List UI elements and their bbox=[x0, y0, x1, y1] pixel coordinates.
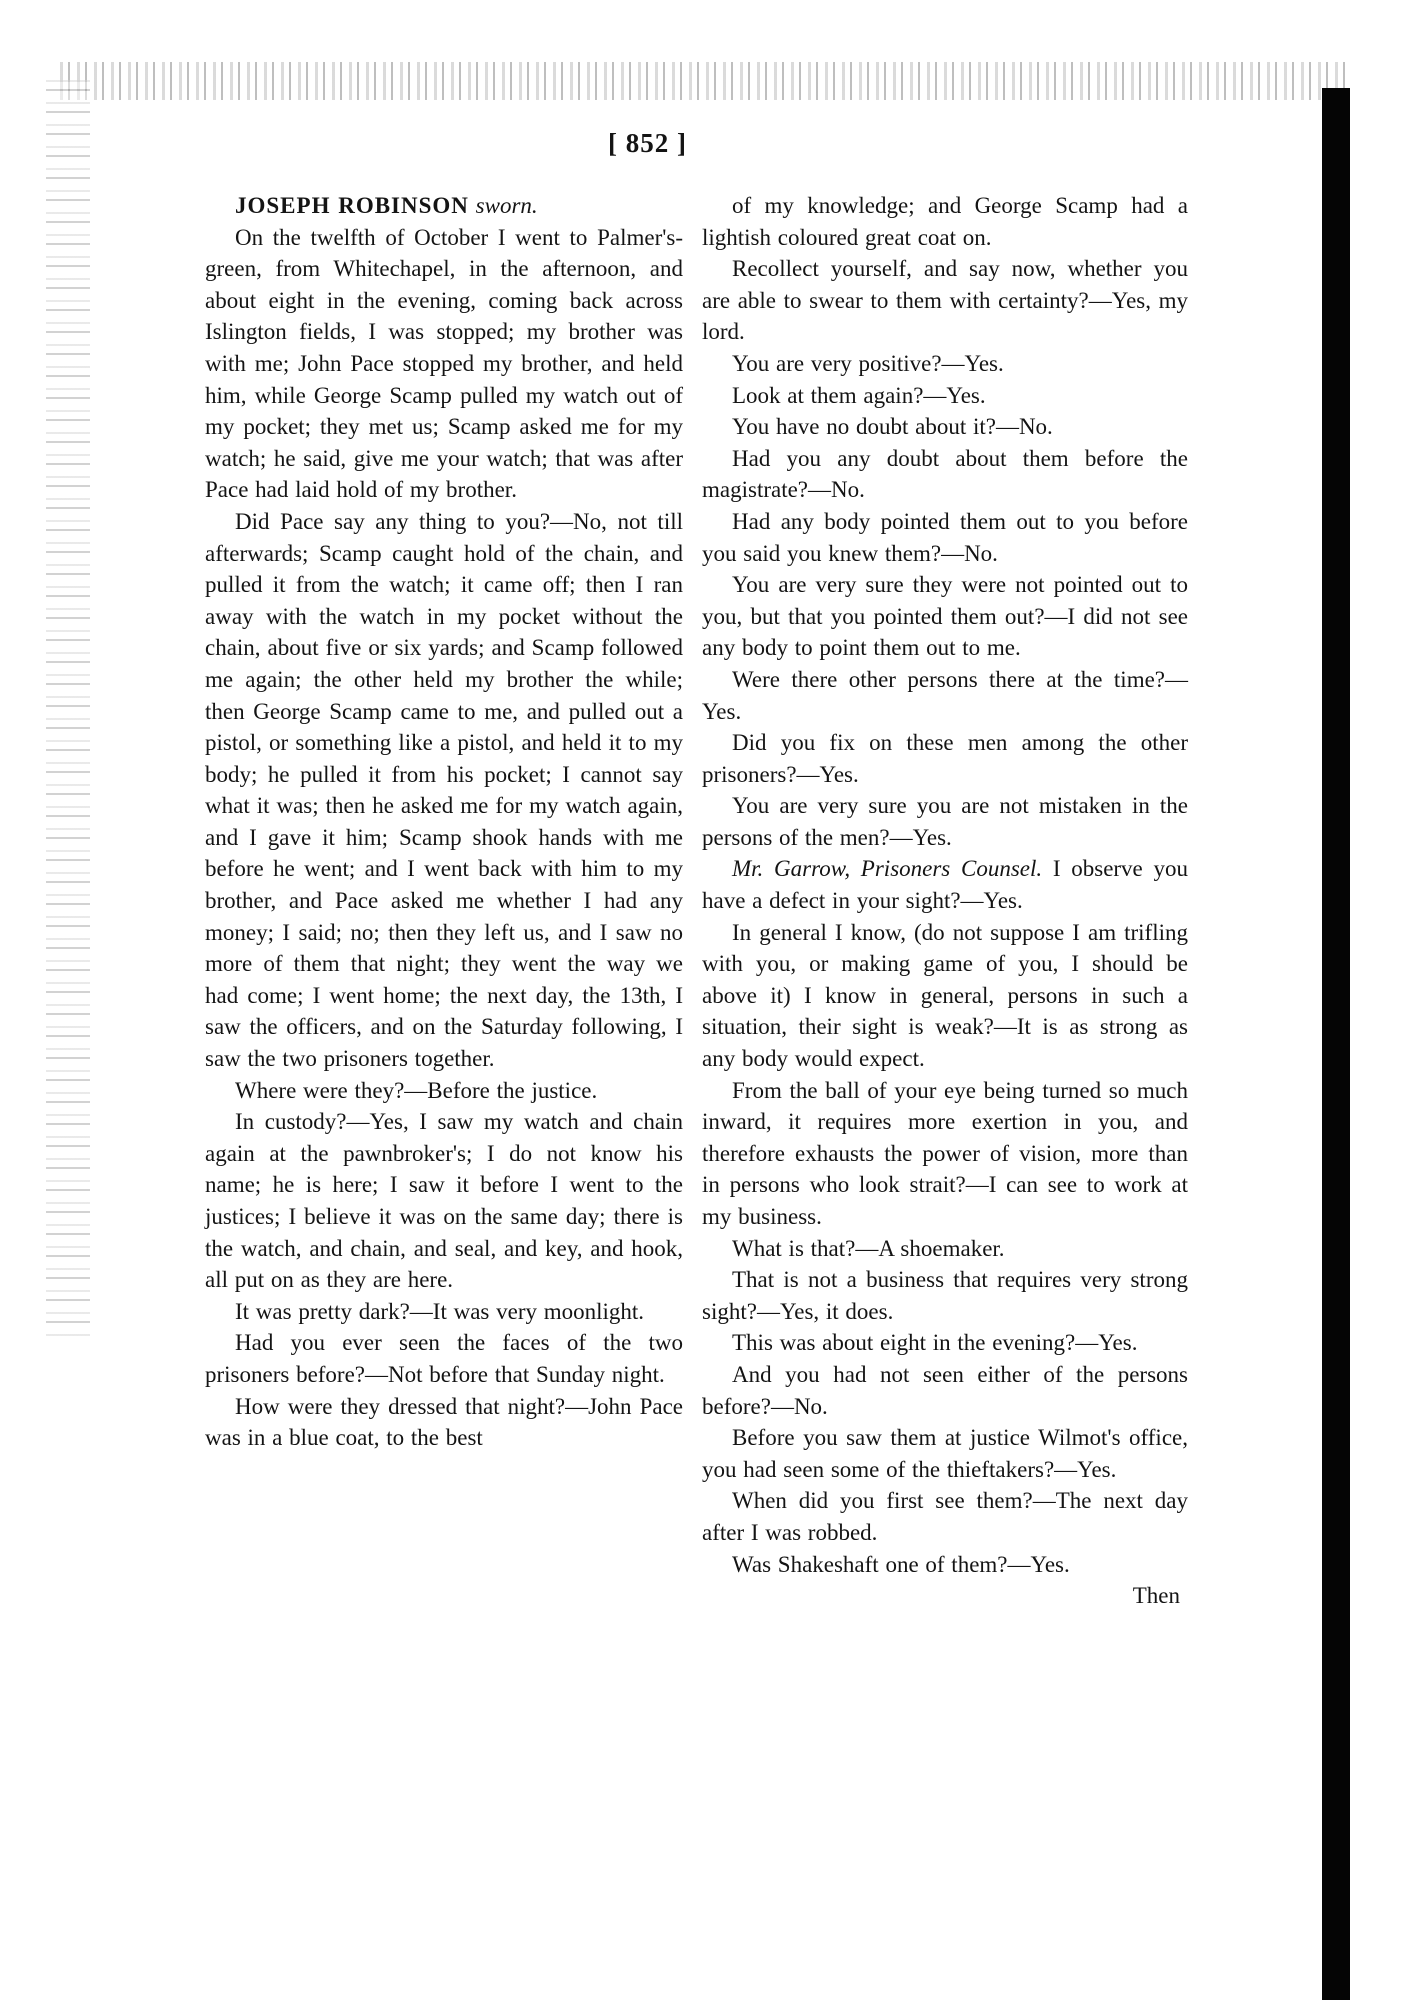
testimony-paragraph: In general I know, (do not suppose I am trifling with you, or making game of you, I should be above it) I know in general, persons in such a situation, their sight is weak?—It is as strong as any body would expect. bbox=[702, 919, 1188, 1072]
counsel-name: Mr. Garrow, Prisoners Counsel. bbox=[732, 856, 1043, 882]
testimony-paragraph: You are very sure you are not mistaken in the persons of the men?—Yes. bbox=[702, 793, 1188, 850]
testimony-paragraph: When did you first see them?—The next day after I was robbed. bbox=[702, 1488, 1188, 1545]
testimony-paragraph: You are very positive?—Yes. bbox=[732, 350, 1004, 376]
left-column bbox=[205, 190, 683, 1454]
testimony-paragraph: You are very sure they were not pointed out to you, but that you pointed them out?—I did not see any body to point them out to me. bbox=[702, 572, 1188, 661]
right-column bbox=[702, 190, 1188, 1612]
page-number: [ 852 ] bbox=[608, 128, 687, 158]
scan-edge-left bbox=[46, 80, 90, 1340]
testimony-paragraph: You have no doubt about it?—No. bbox=[732, 414, 1053, 440]
testimony-paragraph: Had you ever seen the faces of the two prisoners before?—Not before that Sunday night. bbox=[205, 1330, 683, 1387]
testimony-paragraph: In custody?—Yes, I saw my watch and chain again at the pawnbroker's; I do not know his name; he is here; I saw it before I went to the justices; I believe it was on the same day; there is the watch, and chain, and seal, and key, and hook, all put on as they are here. bbox=[205, 1109, 683, 1293]
testimony-paragraph: Recollect yourself, and say now, whether you are able to swear to them with certainty?—Yes, my lord. bbox=[702, 256, 1188, 345]
counsel-paragraph bbox=[702, 853, 1188, 916]
testimony-paragraph: Before you saw them at justice Wilmot's office, you had seen some of the thieftakers?—Yes. bbox=[702, 1425, 1188, 1482]
testimony-paragraph: Where were they?—Before the justice. bbox=[235, 1077, 598, 1103]
testimony-paragraph: Were there other persons there at the time?—Yes. bbox=[702, 666, 1188, 724]
catchword: Then bbox=[1132, 1583, 1180, 1609]
witness-heading bbox=[205, 190, 683, 222]
scan-binding-edge bbox=[1322, 88, 1350, 2000]
scan-edge-top bbox=[60, 62, 1350, 100]
witness-sworn: sworn. bbox=[475, 193, 538, 218]
testimony-paragraph: And you had not seen either of the persons before?—No. bbox=[702, 1361, 1188, 1419]
testimony-paragraph: Was Shakeshaft one of them?—Yes. bbox=[732, 1551, 1070, 1577]
testimony-paragraph: of my knowledge; and George Scamp had a lightish coloured great coat on. bbox=[702, 193, 1188, 250]
testimony-paragraph: That is not a business that requires very strong sight?—Yes, it does. bbox=[702, 1267, 1188, 1324]
testimony-paragraph: Look at them again?—Yes. bbox=[732, 382, 986, 408]
testimony-paragraph: It was pretty dark?—It was very moonlight. bbox=[235, 1298, 645, 1324]
testimony-paragraph: Had you any doubt about them before the magistrate?—No. bbox=[702, 445, 1188, 503]
testimony-paragraph: What is that?—A shoemaker. bbox=[732, 1235, 1005, 1261]
counsel-question: I observe you have a defect in your sight?—Yes. bbox=[702, 856, 1188, 914]
testimony-paragraph: This was about eight in the evening?—Yes. bbox=[732, 1330, 1138, 1356]
testimony-paragraph: From the ball of your eye being turned so much inward, it requires more exertion in you, and therefore exhausts the power of vision, more than in persons who look strait?—I can see to work at my business. bbox=[702, 1077, 1188, 1229]
testimony-paragraph: Had any body pointed them out to you before you said you knew them?—No. bbox=[702, 508, 1188, 566]
testimony-paragraph: Did you fix on these men among the other prisoners?—Yes. bbox=[702, 730, 1188, 787]
testimony-paragraph: Did Pace say any thing to you?—No, not till afterwards; Scamp caught hold of the chain, and pulled it from the watch; it came off; then I ran away with the watch in my pocket without the chain, about five or six yards; and Scamp followed me again; the other held my brother the while; then George Scamp came to me, and pulled out a pistol, or something like a pistol, and held it to my body; he pulled it from his pocket; I cannot say what it was; then he asked me for my watch again, and I gave it him; Scamp shook hands with me before he went; and I went back with him to my brother, and Pace asked me whether I had any money; I said; no; then they left us, and I saw no more of them that night; they went the way we had come; I went home; the next day, the 13th, I saw the officers, and on the Saturday following, I saw the two prisoners together. bbox=[205, 508, 683, 1072]
testimony-paragraph: On the twelfth of October I went to Palmer's-green, from Whitechapel, in the afternoon, and about eight in the evening, coming back across Islington fields, I was stopped; my brother was with me; John Pace stopped my brother, and held him, while George Scamp pulled my watch out of my pocket; they met us; Scamp asked me for my watch; he said, give me your watch; that was after Pace had laid hold of my brother. bbox=[205, 224, 683, 503]
testimony-paragraph: How were they dressed that night?—John Pace was in a blue coat, to the best bbox=[205, 1393, 683, 1451]
witness-name: JOSEPH ROBINSON bbox=[235, 193, 469, 218]
